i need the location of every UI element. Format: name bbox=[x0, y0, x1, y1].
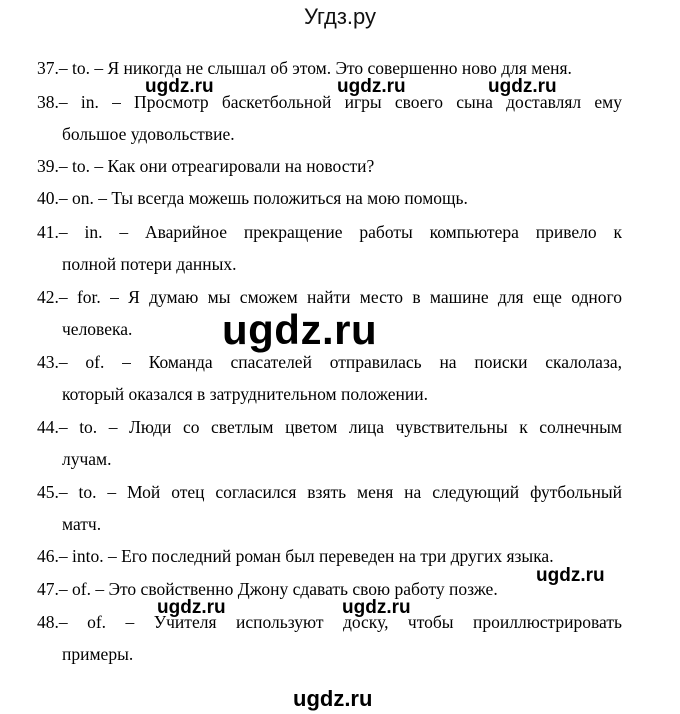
watermark-small: ugdz.ru bbox=[157, 597, 226, 618]
text-line-39: 39.– to. – Как они отреагировали на новости? bbox=[37, 156, 375, 176]
text-line-45: 45.– to. – Мой отец согласился взять меня на следующий футбольный bbox=[37, 482, 622, 502]
text-line-48: 48.– of. – Учителя используют доску, чтобы проиллюстрировать bbox=[37, 612, 622, 632]
watermark-small: ugdz.ru bbox=[337, 76, 406, 97]
page-header-title: Угдз.ру bbox=[303, 4, 377, 29]
text-line-37: 37.– to. – Я никогда не слышал об этом. Это совершенно ново для меня. bbox=[37, 58, 572, 78]
text-line-42: 42.– for. – Я думаю мы сможем найти место в машине для еще одного bbox=[37, 287, 622, 307]
text-line-42-cont: человека. bbox=[62, 319, 133, 339]
text-line-38-cont: большое удовольствие. bbox=[62, 124, 235, 144]
text-line-41: 41.– in. – Аварийное прекращение работы компьютера привело к bbox=[37, 222, 622, 242]
text-line-44: 44.– to. – Люди со светлым цветом лица чувствительны к солнечным bbox=[37, 417, 622, 437]
text-line-41-cont: полной потери данных. bbox=[62, 254, 237, 274]
text-line-44-cont: лучам. bbox=[62, 449, 112, 469]
watermark-small: ugdz.ru bbox=[145, 76, 214, 97]
text-line-43: 43.– of. – Команда спасателей отправилась на поиски скалолаза, bbox=[37, 352, 622, 372]
text-line-45-cont: матч. bbox=[62, 514, 102, 534]
watermark-small: ugdz.ru bbox=[342, 597, 411, 618]
text-line-48-cont: примеры. bbox=[62, 644, 134, 664]
watermark-small: ugdz.ru bbox=[536, 565, 605, 586]
watermark-footer: ugdz.ru bbox=[293, 686, 373, 711]
text-line-43-cont: который оказался в затруднительном положении. bbox=[62, 384, 428, 404]
watermark-small: ugdz.ru bbox=[488, 76, 557, 97]
text-line-40: 40.– on. – Ты всегда можешь положиться на мою помощь. bbox=[37, 188, 468, 208]
text-line-46: 46.– into. – Его последний роман был переведен на три других языка. bbox=[37, 546, 554, 566]
text-line-38: 38.– in. – Просмотр баскетбольной игры своего сына доставлял ему bbox=[37, 92, 622, 112]
text-line-47: 47.– of. – Это свойственно Джону сдавать свою работу позже. bbox=[37, 579, 498, 599]
watermark-large: ugdz.ru bbox=[222, 306, 378, 353]
